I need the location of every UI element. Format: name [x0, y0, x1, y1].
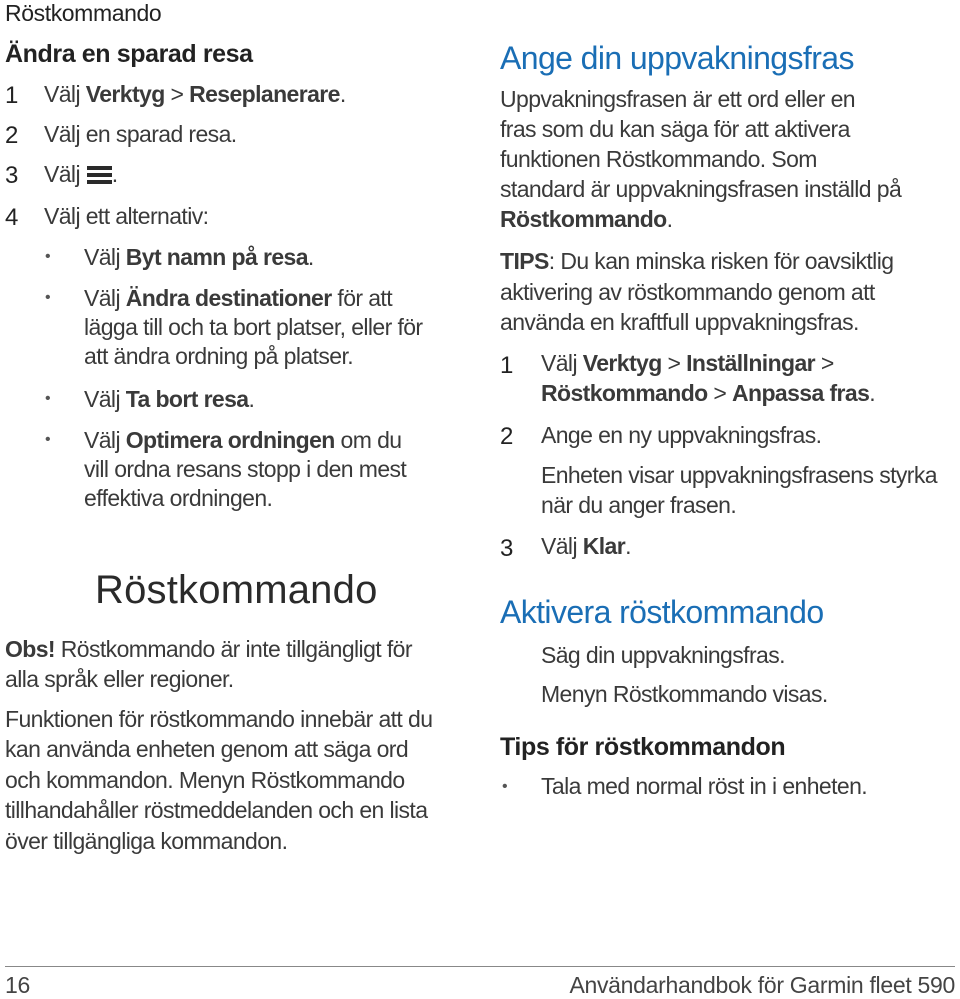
list-item: Tala med normal röst in i enheten. — [541, 773, 868, 799]
section-title: Röstkommando — [95, 568, 378, 612]
step-text: Välj en sparad resa. — [44, 121, 237, 147]
list-item: Välj Ta bort resa. — [84, 386, 255, 412]
step-note-line: Enheten visar uppvakningsfrasens styrka — [541, 462, 937, 488]
paragraph-line: fras som du kan säga för att aktivera — [500, 116, 850, 142]
list-item: Välj Ändra destinationer för att — [84, 285, 393, 311]
list-item-line: lägga till och ta bort platser, eller för — [84, 314, 423, 340]
step-number: 3 — [5, 162, 19, 189]
paragraph-line: kan använda enheten genom att säga ord — [5, 736, 409, 762]
step-number: 2 — [500, 423, 514, 450]
step-number: 1 — [500, 352, 514, 379]
bullet-dot: • — [45, 289, 51, 306]
paragraph-line: funktionen Röstkommando. Som — [500, 146, 817, 172]
tips-note: TIPS: Du kan minska risken för oavsiktlig — [500, 248, 894, 274]
manual-title: Användarhandbok för Garmin fleet 590 — [569, 972, 955, 998]
bullet-dot: • — [502, 778, 508, 795]
step-note-line: när du anger frasen. — [541, 492, 737, 518]
running-header: Röstkommando — [5, 0, 162, 26]
step-text: Välj . — [44, 161, 118, 187]
paragraph-line: standard är uppvakningsfrasen inställd på — [500, 176, 902, 202]
paragraph-line: och kommandon. Menyn Röstkommando — [5, 767, 405, 793]
list-item: Välj Optimera ordningen om du — [84, 427, 402, 453]
paragraph-line: tillhandahåller röstmeddelanden och en lista — [5, 797, 428, 823]
heading-ange-uppvakningsfras: Ange din uppvakningsfras — [500, 40, 854, 76]
tips-note-line: aktivering av röstkommando genom att — [500, 279, 875, 305]
step-text: Ange en ny uppvakningsfras. — [541, 422, 822, 448]
footer-rule — [5, 966, 955, 967]
step-number: 2 — [5, 122, 19, 149]
step-text: Välj Verktyg > Inställningar > — [541, 350, 834, 376]
list-item-line: att ändra ordning på platser. — [84, 343, 354, 369]
bullet-dot: • — [45, 431, 51, 448]
step-text: Välj ett alternativ: — [44, 203, 209, 229]
step-number: 1 — [5, 82, 19, 109]
step-number: 4 — [5, 204, 19, 231]
paragraph-line: Uppvakningsfrasen är ett ord eller en — [500, 86, 855, 112]
step-number: 3 — [500, 535, 514, 562]
bullet-dot: • — [45, 390, 51, 407]
heading-tips-rostkommandon: Tips för röstkommandon — [500, 733, 786, 761]
paragraph-line: Röstkommando. — [500, 206, 673, 232]
tips-note-line: använda en kraftfull uppvakningsfras. — [500, 309, 859, 335]
list-item-line: vill ordna resans stopp i den mest — [84, 456, 407, 482]
paragraph-line: över tillgängliga kommandon. — [5, 828, 288, 854]
paragraph-line: Menyn Röstkommando visas. — [541, 681, 828, 707]
step-text: Välj Klar. — [541, 533, 631, 559]
heading-aktivera-rostkommando: Aktivera röstkommando — [500, 594, 824, 630]
paragraph-line: Funktionen för röstkommando innebär att du — [5, 706, 433, 732]
bullet-dot: • — [45, 248, 51, 265]
note: Obs! Röstkommando är inte tillgängligt för — [5, 636, 412, 662]
list-item: Välj Byt namn på resa. — [84, 244, 314, 270]
heading-andra-sparad-resa: Ändra en sparad resa — [5, 40, 253, 68]
list-item-line: effektiva ordningen. — [84, 485, 273, 511]
note-line: alla språk eller regioner. — [5, 666, 234, 692]
page-number: 16 — [5, 972, 30, 998]
paragraph-line: Säg din uppvakningsfras. — [541, 642, 785, 668]
step-text: Välj Verktyg > Reseplanerare. — [44, 81, 346, 107]
menu-icon — [87, 165, 112, 185]
step-text-line: Röstkommando > Anpassa fras. — [541, 380, 876, 406]
